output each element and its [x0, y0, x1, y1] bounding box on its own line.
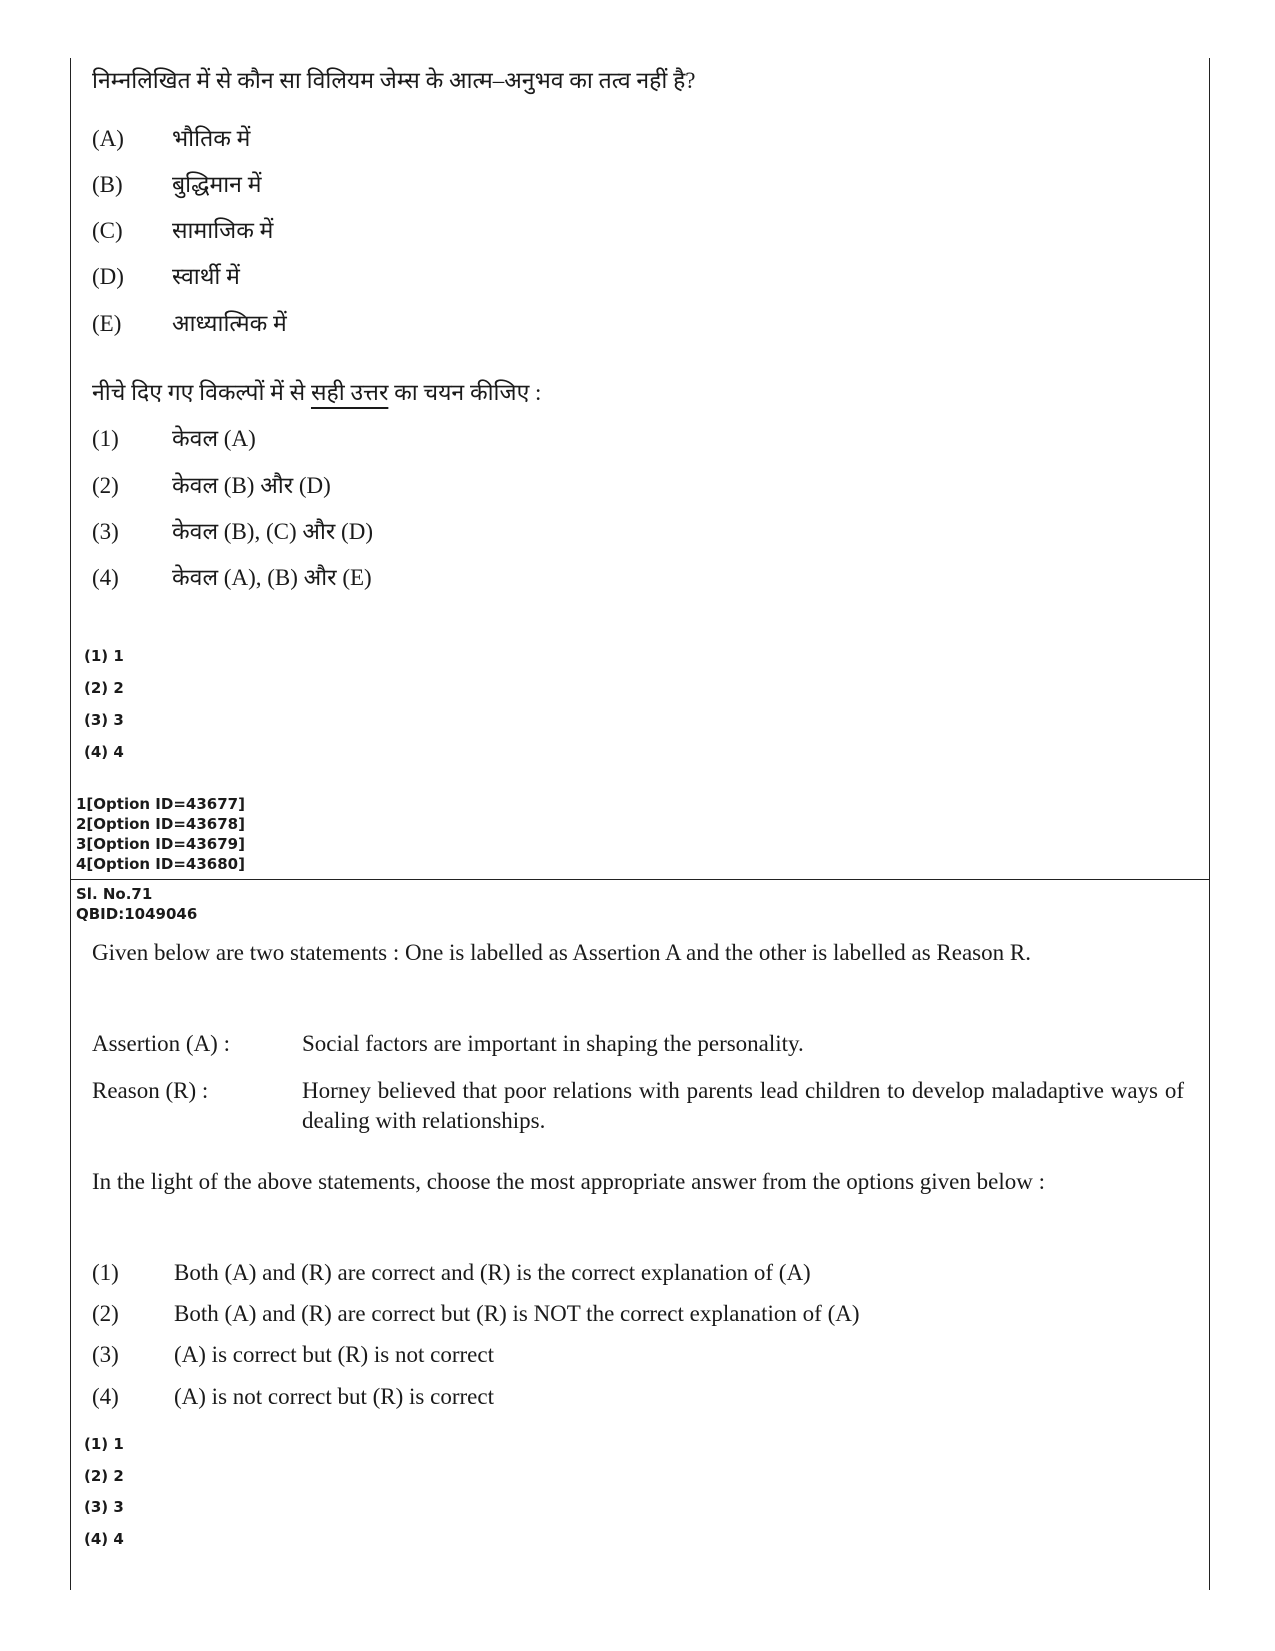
choice-2 [92, 469, 331, 503]
item-c [92, 214, 273, 248]
answer-option: (3) 3 [84, 711, 124, 729]
item-text: स्वार्थी में [172, 264, 240, 289]
item-label: (A) [92, 126, 124, 151]
choice-4 [92, 1382, 1184, 1412]
question-instruction: In the light of the above statements, choose the most appropriate answer from the options given below : [92, 1169, 1045, 1194]
choice-label: (4) [92, 1384, 119, 1409]
item-text: सामाजिक में [172, 218, 274, 243]
item-text: बुद्धिमान में [172, 172, 262, 197]
item-label: (D) [92, 264, 124, 289]
serial-number: Sl. No.71 [76, 885, 153, 903]
choice-text: (A) is not correct but (R) is correct [174, 1384, 494, 1409]
qbid: QBID:1049046 [76, 905, 198, 923]
item-label: (B) [92, 172, 123, 197]
choice-2 [92, 1299, 1184, 1329]
choice-label: (1) [92, 426, 119, 451]
reason-text: Horney believed that poor relations with parents lead children to develop maladaptive ways of dealing with relationships. [302, 1078, 1184, 1133]
choice-label: (2) [92, 1301, 119, 1326]
choice-label: (3) [92, 1342, 119, 1367]
instruction-post: का चयन कीजिए : [388, 380, 542, 405]
choice-1 [92, 422, 256, 456]
item-label: (E) [92, 311, 122, 336]
answer-option: (3) 3 [84, 1498, 124, 1516]
option-id: 1[Option ID=43677] [76, 795, 245, 813]
item-b [92, 168, 261, 202]
item-label: (C) [92, 218, 123, 243]
choice-label: (2) [92, 473, 119, 498]
choice-text: केवल (B), (C) और (D) [172, 519, 373, 544]
answer-option: (1) 1 [84, 1435, 124, 1453]
choice-1 [92, 1258, 1184, 1288]
option-id: 4[Option ID=43680] [76, 855, 245, 873]
item-a [92, 122, 250, 156]
answer-option: (4) 4 [84, 743, 124, 761]
instruction [92, 376, 541, 410]
assertion-text: Social factors are important in shaping the personality. [302, 1031, 804, 1056]
choice-text: Both (A) and (R) are correct and (R) is the correct explanation of (A) [174, 1260, 811, 1285]
option-id: 3[Option ID=43679] [76, 835, 245, 853]
question-intro: Given below are two statements : One is labelled as Assertion A and the other is labelled as Reason R. [92, 940, 1031, 965]
choice-3 [92, 515, 373, 549]
choice-text: केवल (A), (B) और (E) [172, 565, 372, 590]
answer-option: (2) 2 [84, 679, 124, 697]
item-text: भौतिक में [172, 126, 251, 151]
assertion-label: Assertion (A) : [92, 1031, 230, 1056]
option-id: 2[Option ID=43678] [76, 815, 245, 833]
answer-option: (2) 2 [84, 1467, 124, 1485]
question-divider [70, 879, 1209, 880]
choice-text: केवल (B) और (D) [172, 473, 331, 498]
instruction-pre: नीचे दिए गए विकल्पों में से [92, 380, 311, 405]
instruction-underlined: सही उत्तर [310, 380, 389, 405]
item-d [92, 260, 240, 294]
choice-label: (4) [92, 565, 119, 590]
question-block-hindi [92, 66, 1192, 590]
choice-label: (1) [92, 1260, 119, 1285]
reason-label: Reason (R) : [92, 1078, 209, 1103]
choice-text: केवल (A) [172, 426, 256, 451]
choice-text: (A) is correct but (R) is not correct [174, 1342, 494, 1367]
choice-4 [92, 561, 372, 595]
question-text: निम्नलिखित में से कौन सा विलियम जेम्स के आत्म–अनुभव का तत्व नहीं है? [92, 68, 696, 93]
item-e [92, 307, 287, 341]
answer-option: (4) 4 [84, 1530, 124, 1548]
choice-3 [92, 1340, 1184, 1370]
choice-label: (3) [92, 519, 119, 544]
item-text: आध्यात्मिक में [172, 311, 287, 336]
answer-option: (1) 1 [84, 647, 124, 665]
choice-text: Both (A) and (R) are correct but (R) is NOT the correct explanation of (A) [174, 1301, 860, 1326]
